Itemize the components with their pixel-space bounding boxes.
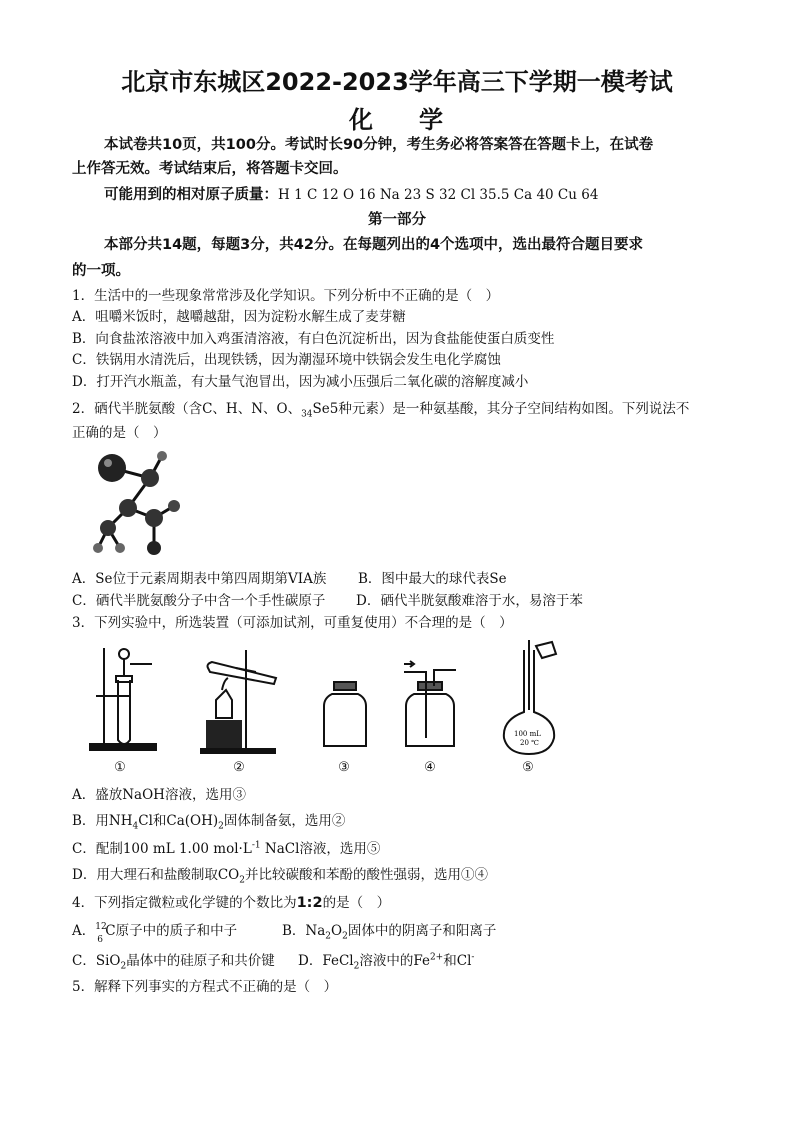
q2-option-b: B．图中最大的球代表Se [358, 571, 507, 587]
q3-option-a: A．盛放NaOH溶液，选用③ [72, 787, 246, 803]
q3-stem: 3．下列实验中，所选装置（可添加试剂，可重复使用）不合理的是（ ） [72, 615, 513, 631]
q4-stem: 4．下列指定微粒或化学键的个数比为1:2的是（ ） [72, 895, 391, 911]
q4-option-d: D．FeCl$_2$溶液中的$Fe^{2+}$和Cl- [298, 952, 475, 972]
apparatus-label-4: ④ [424, 760, 436, 775]
part1-heading: 第一部分 [368, 212, 426, 228]
q3-option-b: B．用$NH_4Cl$和$Ca(OH)_2$固体制备氨，选用② [72, 813, 346, 832]
intro-line-2: 上作答无效。考试结束后，将答题卡交回。 [72, 161, 348, 177]
apparatus-label-1: ① [114, 760, 126, 775]
apparatus-4-gas-bottle [400, 640, 460, 780]
q1-stem: 1．生活中的一些现象常常涉及化学知识。下列分析中不正确的是（ ） [72, 288, 500, 304]
q4-option-a: A． 12 6 C原子中的质子和中子 [72, 922, 238, 945]
q3-option-c: C．配制100 mL 1.00 $mol\cdot L^{-1}$ NaCl溶液，选用⑤ [72, 840, 381, 857]
q2-stem-2: 正确的是（ ） [72, 425, 167, 441]
atomic-masses [104, 186, 598, 204]
apparatus-label-5: ⑤ [522, 760, 534, 775]
q2-stem-1: 2．硒代半胱氨酸（含C、H、N、O、$_{34}$Se5种元素）是一种氨基酸，其分子空间结构如图。下列说法不 [72, 401, 690, 420]
exam-title: 北京市东城区2022-2023学年高三下学期一模考试 [121, 68, 673, 96]
q2-option-d: D．硒代半胱氨酸难溶于水，易溶于苯 [356, 593, 583, 609]
part1-desc-2: 的一项。 [72, 263, 130, 279]
part1-desc-1: 本部分共14题，每题3分，共42分。在每题列出的4个选项中，选出最符合题目要求 [104, 237, 644, 253]
q2-option-c: C．硒代半胱氨酸分子中含一个手性碳原子 [72, 593, 326, 609]
q1-option-c: C．铁锅用水清洗后，出现铁锈，因为潮湿环境中铁锅会发生电化学腐蚀 [72, 352, 501, 368]
q1-option-b: B．向食盐浓溶液中加入鸡蛋清溶液，有白色沉淀析出，因为食盐能使蛋白质变性 [72, 331, 555, 347]
flask-label-volume: 100 mL [514, 730, 541, 738]
subject-char-2: 学 [419, 106, 445, 134]
apparatus-5-volumetric-flask [494, 640, 564, 780]
molecule-structure-image [90, 448, 180, 568]
atomic-masses-values: H 1 C 12 O 16 Na 23 S 32 Cl 35.5 Ca 40 Cu 64 [278, 187, 599, 203]
q4-option-c: C．SiO$_2$晶体中的硅原子和共价键 [72, 953, 275, 972]
q3-option-d: D．用大理石和盐酸制取$CO_2$并比较碳酸和苯酚的酸性强弱，选用①④ [72, 867, 488, 886]
q5-stem: 5．解释下列事实的方程式不正确的是（ ） [72, 979, 338, 995]
intro-line-1: 本试卷共10页，共100分。考试时长90分钟，考生务必将答案答在答题卡上，在试卷 [104, 137, 654, 153]
subject-char-1: 化 [349, 106, 375, 134]
apparatus-1-test-tube-stand [86, 640, 166, 780]
q1-option-a: A．咀嚼米饭时，越嚼越甜，因为淀粉水解生成了麦芽糖 [72, 309, 406, 325]
q4-option-b: B．$Na_2O_2$固体中的阴离子和阳离子 [282, 923, 497, 942]
apparatus-label-2: ② [233, 760, 245, 775]
atomic-masses-label: 可能用到的相对原子质量： [104, 187, 278, 203]
apparatus-3-reagent-bottle [320, 640, 370, 780]
q2-option-a: A．Se位于元素周期表中第四周期第VIA族 [72, 571, 327, 587]
q1-option-d: D．打开汽水瓶盖，有大量气泡冒出，因为减小压强后二氧化碳的溶解度减小 [72, 374, 529, 390]
apparatus-label-3: ③ [338, 760, 350, 775]
flask-label-temperature: 20 ℃ [520, 739, 539, 747]
apparatus-2-heating-tube [196, 640, 286, 780]
subject-title [0, 100, 794, 135]
